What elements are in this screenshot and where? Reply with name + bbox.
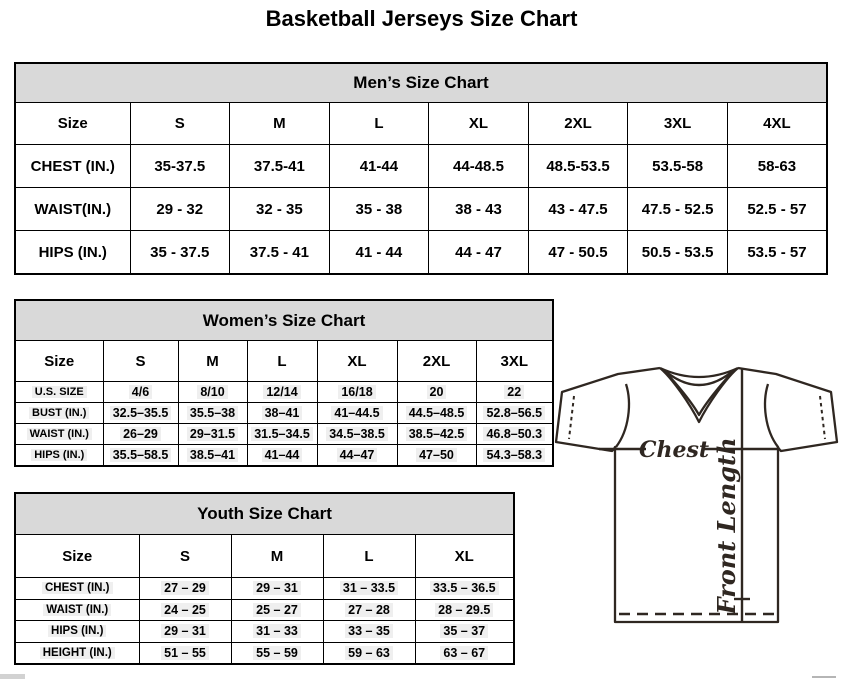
size-value-cell bbox=[130, 188, 230, 231]
row-label bbox=[15, 642, 139, 664]
size-value-cell-text: 54.3–58.3 bbox=[483, 448, 545, 462]
size-column-header: Size bbox=[15, 535, 139, 578]
size-value-cell-text: 59 – 63 bbox=[345, 646, 393, 660]
size-value-cell bbox=[230, 231, 330, 275]
size-value-cell bbox=[415, 578, 514, 600]
size-value-cell-text: 46.8–50.3 bbox=[483, 427, 545, 441]
size-column-header: 4XL bbox=[727, 103, 827, 145]
size-value-cell bbox=[415, 642, 514, 664]
size-value-cell-text: 44-48.5 bbox=[453, 157, 504, 175]
scrollbar-fragment[interactable] bbox=[812, 676, 836, 678]
size-value-cell-text: 33 – 35 bbox=[345, 624, 393, 638]
size-value-cell bbox=[317, 424, 397, 445]
size-value-cell bbox=[139, 578, 231, 600]
size-value-cell bbox=[139, 642, 231, 664]
size-column-header: Size bbox=[15, 341, 103, 382]
size-value-cell bbox=[323, 599, 415, 621]
row-label-text: CHEST (IN.) bbox=[42, 582, 113, 594]
size-value-cell bbox=[103, 382, 178, 403]
size-value-cell bbox=[178, 424, 247, 445]
size-value-cell bbox=[323, 621, 415, 643]
size-column-header: 2XL bbox=[397, 341, 476, 382]
size-value-cell-text: 38–41 bbox=[262, 406, 303, 420]
size-value-cell-text: 12/14 bbox=[263, 385, 300, 399]
size-value-cell-text: 27 – 29 bbox=[161, 581, 209, 595]
row-label-text: BUST (IN.) bbox=[29, 407, 89, 419]
row-label-text: U.S. SIZE bbox=[32, 386, 87, 398]
size-column-header: L bbox=[329, 103, 429, 145]
size-value-cell-text: 52.5 - 57 bbox=[747, 200, 807, 218]
row-label bbox=[15, 599, 139, 621]
size-value-cell bbox=[103, 424, 178, 445]
size-value-cell bbox=[317, 445, 397, 467]
mens-chart-header: Men’s Size Chart bbox=[15, 63, 827, 103]
size-value-cell bbox=[317, 403, 397, 424]
size-value-cell-text: 44.5–48.5 bbox=[406, 406, 468, 420]
size-value-cell bbox=[397, 445, 476, 467]
size-value-cell-text: 32.5–35.5 bbox=[110, 406, 172, 420]
size-value-cell bbox=[476, 445, 553, 467]
size-value-cell-text: 27 – 28 bbox=[345, 603, 393, 617]
size-value-cell-text: 37.5-41 bbox=[253, 157, 305, 175]
jersey-diagram-icon bbox=[552, 358, 842, 658]
row-label bbox=[15, 382, 103, 403]
size-value-cell bbox=[231, 578, 323, 600]
size-value-cell-text: 35.5–58.5 bbox=[110, 448, 172, 462]
size-value-cell-text: 47–50 bbox=[416, 448, 457, 462]
right-cuff-stitch-dashes bbox=[820, 396, 825, 439]
size-value-cell-text: 38 - 43 bbox=[455, 200, 502, 218]
size-value-cell bbox=[323, 642, 415, 664]
size-value-cell bbox=[231, 642, 323, 664]
size-value-cell bbox=[329, 231, 429, 275]
womens-chart-header: Women’s Size Chart bbox=[15, 300, 553, 341]
size-value-cell bbox=[329, 145, 429, 188]
row-label-text: CHEST (IN.) bbox=[30, 157, 115, 175]
jersey-outline bbox=[556, 368, 837, 622]
row-label-text: HIPS (IN.) bbox=[48, 625, 106, 637]
size-value-cell bbox=[247, 445, 317, 467]
size-value-cell bbox=[476, 403, 553, 424]
mens-size-chart-table bbox=[14, 62, 828, 275]
row-label-text: HIPS (IN.) bbox=[38, 243, 107, 261]
size-value-cell bbox=[397, 382, 476, 403]
row-label bbox=[15, 231, 130, 275]
size-value-cell bbox=[323, 578, 415, 600]
size-column-header: Size bbox=[15, 103, 130, 145]
size-value-cell-text: 4/6 bbox=[129, 385, 152, 399]
size-value-cell-text: 35 - 38 bbox=[355, 200, 403, 218]
size-value-cell-text: 26–29 bbox=[120, 427, 161, 441]
size-value-cell-text: 24 – 25 bbox=[161, 603, 209, 617]
size-value-cell-text: 53.5-58 bbox=[652, 157, 704, 175]
size-value-cell-text: 29–31.5 bbox=[187, 427, 238, 441]
size-value-cell bbox=[139, 621, 231, 643]
size-column-header: S bbox=[130, 103, 230, 145]
row-label-text: HEIGHT (IN.) bbox=[40, 647, 115, 659]
size-value-cell-text: 52.8–56.5 bbox=[483, 406, 545, 420]
size-column-header: L bbox=[247, 341, 317, 382]
row-label bbox=[15, 145, 130, 188]
left-armhole-seam bbox=[616, 384, 629, 447]
size-column-header: M bbox=[230, 103, 330, 145]
size-value-cell bbox=[727, 188, 827, 231]
size-value-cell-text: 28 – 29.5 bbox=[435, 603, 493, 617]
size-value-cell-text: 16/18 bbox=[338, 385, 375, 399]
size-value-cell-text: 20 bbox=[427, 385, 447, 399]
scrollbar-fragment[interactable] bbox=[0, 674, 25, 679]
front-length-label: Front Length bbox=[712, 437, 741, 615]
size-value-cell bbox=[329, 188, 429, 231]
size-value-cell-text: 51 – 55 bbox=[161, 646, 209, 660]
size-value-cell bbox=[476, 382, 553, 403]
youth-chart-header: Youth Size Chart bbox=[15, 493, 514, 535]
size-value-cell bbox=[231, 599, 323, 621]
size-column-header: L bbox=[323, 535, 415, 578]
size-value-cell-text: 41 - 44 bbox=[355, 243, 403, 261]
size-value-cell-text: 22 bbox=[504, 385, 524, 399]
size-column-header: XL bbox=[429, 103, 529, 145]
size-column-header: XL bbox=[415, 535, 514, 578]
size-value-cell bbox=[429, 231, 529, 275]
row-label-text: HIPS (IN.) bbox=[31, 449, 87, 461]
size-value-cell bbox=[727, 145, 827, 188]
size-value-cell-text: 35 – 37 bbox=[440, 624, 488, 638]
jersey-measurement-diagram bbox=[552, 358, 842, 658]
size-value-cell-text: 53.5 - 57 bbox=[747, 243, 807, 261]
row-label bbox=[15, 424, 103, 445]
womens-size-chart-table bbox=[14, 299, 554, 467]
size-value-cell bbox=[429, 188, 529, 231]
size-value-cell bbox=[528, 188, 628, 231]
size-value-cell bbox=[230, 145, 330, 188]
row-label bbox=[15, 621, 139, 643]
size-value-cell-text: 48.5-53.5 bbox=[546, 157, 610, 175]
row-label-text: WAIST(IN.) bbox=[34, 200, 112, 218]
size-value-cell bbox=[628, 231, 728, 275]
size-value-cell bbox=[247, 424, 317, 445]
size-value-cell bbox=[103, 403, 178, 424]
size-value-cell bbox=[415, 621, 514, 643]
size-value-cell bbox=[397, 424, 476, 445]
size-value-cell bbox=[178, 382, 247, 403]
row-label-text: WAIST (IN.) bbox=[27, 428, 92, 440]
size-value-cell bbox=[247, 403, 317, 424]
page-title: Basketball Jerseys Size Chart bbox=[265, 6, 578, 31]
size-value-cell bbox=[528, 145, 628, 188]
size-value-cell bbox=[247, 382, 317, 403]
size-column-header: 3XL bbox=[476, 341, 553, 382]
youth-size-chart-table bbox=[14, 492, 515, 665]
size-value-cell-text: 38.5–41 bbox=[187, 448, 238, 462]
size-value-cell-text: 41–44.5 bbox=[331, 406, 382, 420]
size-value-cell-text: 29 – 31 bbox=[253, 581, 301, 595]
size-value-cell-text: 25 – 27 bbox=[253, 603, 301, 617]
size-value-cell bbox=[130, 145, 230, 188]
size-value-cell bbox=[528, 231, 628, 275]
size-value-cell bbox=[628, 145, 728, 188]
size-value-cell-text: 35 - 37.5 bbox=[150, 243, 210, 261]
size-column-header: S bbox=[103, 341, 178, 382]
right-armhole-seam bbox=[765, 384, 778, 447]
size-value-cell-text: 50.5 - 53.5 bbox=[641, 243, 714, 261]
size-column-header: 2XL bbox=[528, 103, 628, 145]
size-value-cell bbox=[628, 188, 728, 231]
row-label bbox=[15, 403, 103, 424]
size-value-cell bbox=[178, 403, 247, 424]
size-value-cell-text: 35-37.5 bbox=[154, 157, 206, 175]
row-label bbox=[15, 445, 103, 467]
size-value-cell-text: 58-63 bbox=[757, 157, 797, 175]
size-value-cell bbox=[139, 599, 231, 621]
size-value-cell-text: 31.5–34.5 bbox=[251, 427, 313, 441]
size-value-cell-text: 31 – 33.5 bbox=[340, 581, 398, 595]
size-value-cell-text: 31 – 33 bbox=[253, 624, 301, 638]
size-column-header: M bbox=[231, 535, 323, 578]
size-value-cell bbox=[230, 188, 330, 231]
size-column-header: 3XL bbox=[628, 103, 728, 145]
size-value-cell bbox=[397, 403, 476, 424]
size-column-header: M bbox=[178, 341, 247, 382]
size-value-cell-text: 44–47 bbox=[337, 448, 378, 462]
size-value-cell-text: 32 - 35 bbox=[255, 200, 303, 218]
size-column-header: XL bbox=[317, 341, 397, 382]
row-label-text: WAIST (IN.) bbox=[43, 604, 111, 616]
size-value-cell-text: 34.5–38.5 bbox=[326, 427, 388, 441]
size-value-cell-text: 47 - 50.5 bbox=[548, 243, 608, 261]
size-value-cell-text: 33.5 – 36.5 bbox=[430, 581, 499, 595]
size-value-cell-text: 29 - 32 bbox=[156, 200, 204, 218]
size-value-cell-text: 37.5 - 41 bbox=[249, 243, 309, 261]
size-value-cell bbox=[415, 599, 514, 621]
size-value-cell-text: 43 - 47.5 bbox=[548, 200, 608, 218]
row-label bbox=[15, 578, 139, 600]
size-value-cell-text: 35.5–38 bbox=[187, 406, 238, 420]
size-value-cell bbox=[130, 231, 230, 275]
size-value-cell bbox=[476, 424, 553, 445]
size-column-header: S bbox=[139, 535, 231, 578]
size-value-cell-text: 63 – 67 bbox=[440, 646, 488, 660]
size-value-cell-text: 8/10 bbox=[197, 385, 227, 399]
left-cuff-stitch-dashes bbox=[569, 396, 574, 439]
chest-label: Chest bbox=[638, 437, 710, 463]
size-value-cell-text: 41–44 bbox=[262, 448, 303, 462]
size-value-cell bbox=[103, 445, 178, 467]
size-value-cell-text: 44 - 47 bbox=[455, 243, 502, 261]
size-value-cell bbox=[317, 382, 397, 403]
size-value-cell-text: 41-44 bbox=[359, 157, 399, 175]
row-label bbox=[15, 188, 130, 231]
size-value-cell bbox=[429, 145, 529, 188]
size-value-cell bbox=[178, 445, 247, 467]
size-value-cell bbox=[727, 231, 827, 275]
size-value-cell-text: 47.5 - 52.5 bbox=[641, 200, 714, 218]
size-value-cell-text: 29 – 31 bbox=[161, 624, 209, 638]
size-value-cell-text: 38.5–42.5 bbox=[406, 427, 468, 441]
size-value-cell-text: 55 – 59 bbox=[253, 646, 301, 660]
size-value-cell bbox=[231, 621, 323, 643]
